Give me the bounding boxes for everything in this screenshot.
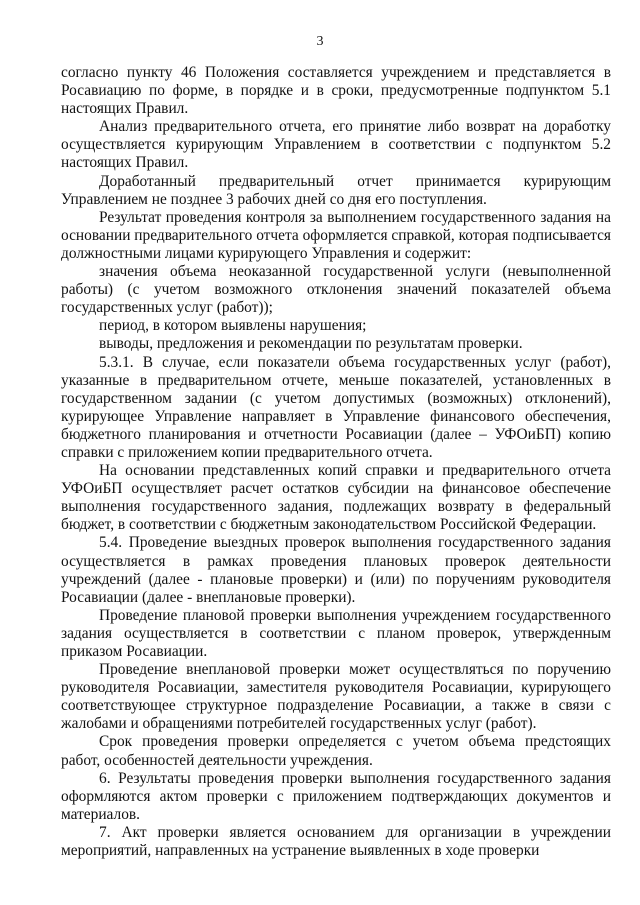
paragraph-continuation: согласно пункту 46 Положения составляется учреждением и представляется в Росавиацию по форме, в порядке и в сроки, предусмотренные подпунктом 5.1 настоящих Правил. (61, 64, 611, 118)
paragraph-5-4: 5.4. Проведение выездных проверок выполнения государственного задания осуществляется в рамках проведения плановых проверок деятельности учреждений (далее - плановые проверки) и (или) по поручениям руководителя Росавиации (далее - внеплановые проверки). (61, 534, 611, 606)
page-number: 3 (316, 34, 324, 49)
list-item-period: период, в котором выявлены нарушения; (99, 317, 367, 335)
paragraph-planned-inspection: Проведение плановой проверки выполнения учреждением государственного задания осуществляется в соответствии с планом проверок, утвержденным приказом Росавиации. (61, 606, 611, 660)
paragraph-6: 6. Результаты проведения проверки выполнения государственного задания оформляются актом проверки с приложением подтверждающих документов и материалов. (61, 769, 611, 823)
paragraph-control-result: Результат проведения контроля за выполнением государственного задания на основании предварительного отчета оформляется справкой, которая подписывается должностными лицами курирующего Управления и содержит: (61, 208, 611, 262)
paragraph-revised-report: Доработанный предварительный отчет принимается курирующим Управлением не позднее 3 рабочих дней со дня его поступления. (61, 172, 611, 208)
list-item-conclusions: выводы, предложения и рекомендации по результатам проверки. (99, 335, 523, 353)
paragraph-inspection-term: Срок проведения проверки определяется с учетом объема предстоящих работ, особенностей деятельности учреждения. (61, 733, 611, 769)
paragraph-7: 7. Акт проверки является основанием для организации в учреждении мероприятий, направленных на устранение выявленных в ходе проверки (61, 823, 611, 860)
list-item-volume-values: значения объема неоказанной государственной услуги (невыполненной работы) (с учетом возможного отклонения значений показателей объема государственных услуг (работ)); (61, 263, 611, 317)
paragraph-preliminary-report-analysis: Анализ предварительного отчета, его принятие либо возврат на доработку осуществляется курирующим Управлением в соответствии с подпунктом 5.2 настоящих Правил. (61, 118, 611, 172)
paragraph-unplanned-inspection: Проведение внеплановой проверки может осуществляться по поручению руководителя Росавиации, заместителя руководителя Росавиации, курирующего соответствующее структурное подразделение Росавиации, а также в связи с жалобами и обращениями потребителей государственных услуг (работ). (61, 661, 611, 733)
paragraph-5-3-1: 5.3.1. В случае, если показатели объема государственных услуг (работ), указанные в предварительном отчете, меньше показателей, установленных в государственном задании (с учетом допустимых (возможных) отклонений), курирующее Управление направляет в Управление финансового обеспечения, бюджетного планирования и отчетности Росавиации (далее – УФОиБП) копию справки с приложением копии предварительного отчета. (61, 353, 611, 461)
paragraph-ufoibp-calculation: На основании представленных копий справки и предварительного отчета УФОиБП осуществляет расчет остатков субсидии на финансовое обеспечение выполнения государственного задания, подлежащих возврату в федеральный бюджет, в соответствии с бюджетным законодательством Российской Федерации. (61, 462, 611, 534)
document-body (61, 64, 611, 860)
